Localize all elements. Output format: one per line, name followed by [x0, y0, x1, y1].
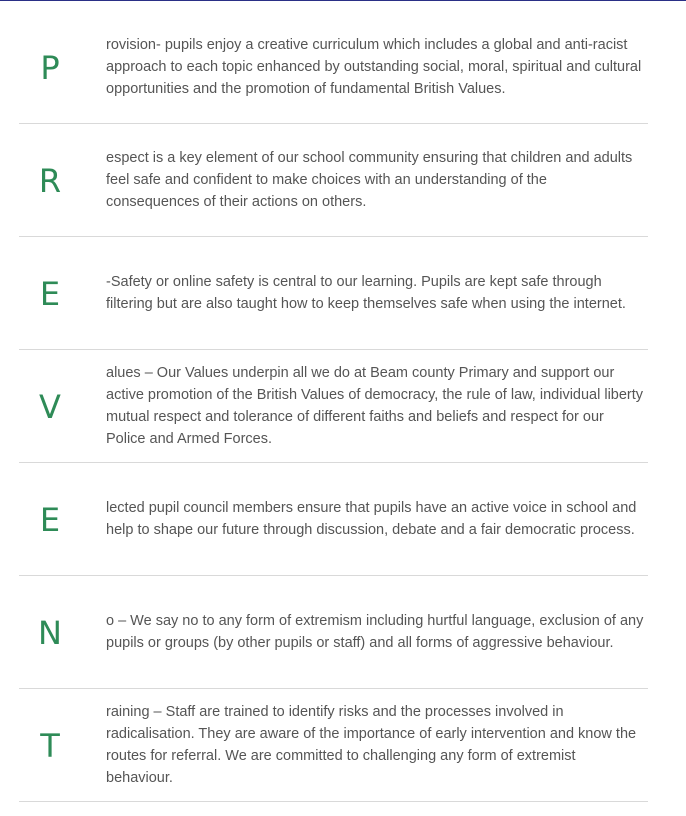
item-description: rovision- pupils enjoy a creative curriculum which includes a global and anti-racist approach to each topic enhanced by outstanding social, moral, spiritual and cultural opportunities and the promotion of fundamental British Values. — [106, 37, 642, 97]
list-item-n — [19, 576, 648, 689]
initial-letter: T — [40, 727, 60, 765]
item-description: o – We say no to any form of extremism including hurtful language, exclusion of any pupils or groups (by other pupils or staff) and all forms of aggressive behaviour. — [106, 613, 644, 651]
list-item-p — [19, 11, 648, 124]
initial-letter: P — [40, 49, 60, 87]
list-item-v — [19, 350, 648, 463]
initial-letter: E — [39, 501, 61, 539]
initial-letter: V — [39, 388, 61, 426]
initial-letter: R — [38, 162, 62, 200]
prevent-acrostic-list — [19, 11, 648, 802]
list-item-r — [19, 124, 648, 237]
item-description: lected pupil council members ensure that pupils have an active voice in school and help to shape our future through discussion, debate and a fair democratic process. — [106, 500, 637, 538]
list-item-e — [19, 237, 648, 350]
item-description: alues – Our Values underpin all we do at Beam county Primary and support our active promotion of the British Values of democracy, the rule of law, individual liberty mutual respect and tolerance of different faiths and beliefs and respect for our Police and Armed Forces. — [106, 365, 644, 447]
top-border — [0, 0, 686, 1]
item-description: espect is a key element of our school community ensuring that children and adults feel safe and confident to make choices with an understanding of the consequences of their actions on others. — [106, 150, 633, 210]
item-description: raining – Staff are trained to identify risks and the processes involved in radicalisation. They are aware of the importance of early intervention and know the routes for referral. We are committed to challenging any form of extremist behaviour. — [106, 704, 637, 786]
initial-letter: N — [38, 614, 62, 652]
item-description: -Safety or online safety is central to our learning. Pupils are kept safe through filtering but are also taught how to keep themselves safe when using the internet. — [106, 274, 626, 312]
list-item-t — [19, 689, 648, 802]
initial-letter: E — [39, 275, 61, 313]
list-item-e2 — [19, 463, 648, 576]
